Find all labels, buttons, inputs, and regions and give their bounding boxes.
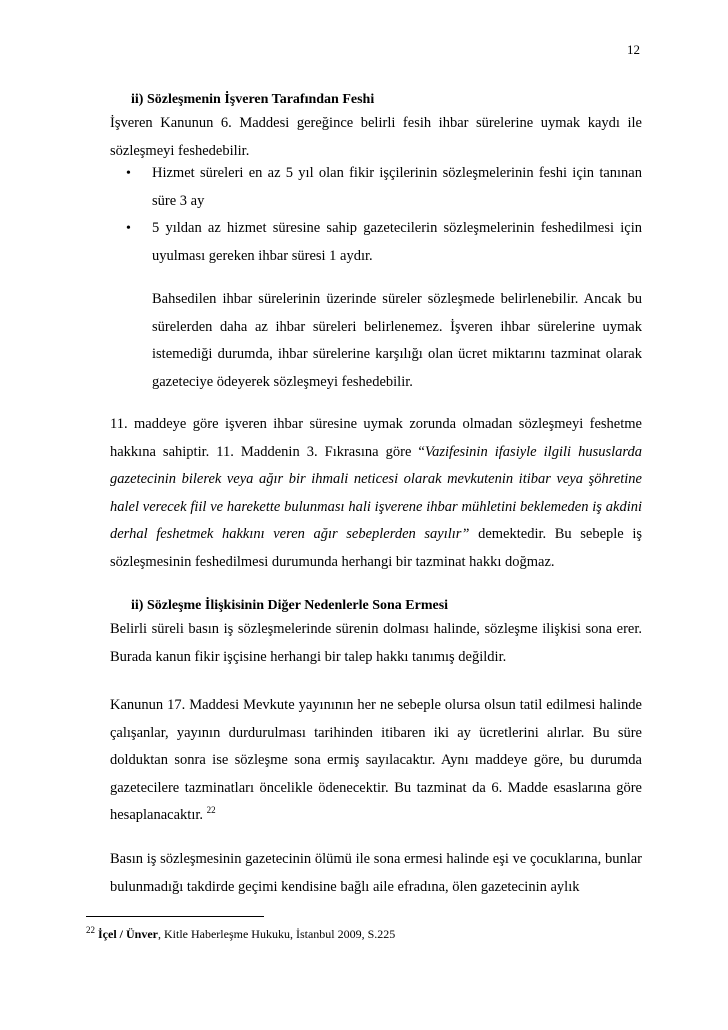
page-number: 12: [627, 42, 640, 57]
list-item: [110, 215, 642, 270]
article-11-quote: Vazifesinin ifasiyle ilgili hususlarda gazetecinin bilerek veya ağır bir ihmali neticesi olarak mevkutenin itibar veya şöhretine halel verecek fiil ve harekette bulunması hali işverene ihbar mühletini beklemeden iş akdini derhal feshetmek hakkını veren ağır sebeplerden sayılır”: [110, 443, 642, 542]
article-11-text-end: demektedir. Bu sebeple iş sözleşmesinin feshedilmesi durumunda herhangi bir tazminat hakkı doğmaz.: [110, 526, 642, 570]
paragraph-article-11: [110, 411, 642, 576]
bullet-icon: •: [126, 221, 131, 236]
paragraph-intro: İşveren Kanunun 6. Maddesi gereğince belirli fesih ihbar sürelerine uymak kaydı ile sözleşmeyi feshedebilir.: [110, 115, 642, 159]
list-item-text: 5 yıldan az hizmet süresine sahip gazetecilerin sözleşmelerinin feshedilmesi için uyulması gereken ihbar süresi 1 aydır.: [152, 220, 642, 264]
article-17-text: Kanunun 17. Maddesi Mevkute yayınının her ne sebeple olursa olsun tatil edilmesi halinde çalışanlar, yayının durdurulması tarihinden itibaren iki ay ücretlerini alırlar. Bu süre dolduktan sonra ise sözleşme sona ermiş sayılacaktır. Aynı maddeye göre, bu durumda gazetecilere tazminatları öncelikle ödenecektir. Bu tazminat da 6. Madde esaslarına göre hesaplanacaktır.: [110, 697, 642, 823]
paragraph-after-bullets: Bahsedilen ihbar sürelerinin üzerinde süreler sözleşmede belirlenebilir. Ancak bu sürelerden daha az ihbar süreleri belirlenemez. İşveren ihbar sürelerine uymak istemediği durumda, ihbar sürelerine karşılığı olan ücret miktarını tazminat olarak gazeteciye ödeyerek sözleşmeyi feshedebilir.: [152, 291, 642, 390]
footnote-divider: [86, 916, 264, 917]
list-item: [110, 160, 642, 215]
paragraph-article-17: [110, 692, 642, 830]
footnote: [86, 927, 395, 942]
section-heading-employer-termination: ii) Sözleşmenin İşveren Tarafından Feshi: [131, 92, 375, 107]
list-item-text: Hizmet süreleri en az 5 yıl olan fikir işçilerinin sözleşmelerinin feshi için tanınan süre 3 ay: [152, 165, 642, 209]
bullet-list: [110, 160, 642, 270]
paragraph-fixed-term: Belirli süreli basın iş sözleşmelerinde sürenin dolması halinde, sözleşme ilişkisi sona erer. Burada kanun fikir işçisine herhangi bir talep hakkı tanımış değildir.: [110, 621, 642, 665]
article-11-text-start: 11. maddeye göre işveren ihbar süresine uymak zorunda olmadan sözleşmeyi feshetme hakkına sahiptir. 11. Maddenin 3. Fıkrasına göre “: [110, 416, 642, 460]
section-heading-other-reasons: ii) Sözleşme İlişkisinin Diğer Nedenlerle Sona Ermesi: [131, 598, 449, 613]
footnote-number: 22: [86, 925, 95, 935]
paragraph-death: Basın iş sözleşmesinin gazetecinin ölümü ile sona ermesi halinde eşi ve çocuklarına, bunlar bulunmadığı takdirde geçimi kendisine bağlı aile efradına, ölen gazetecinin aylık: [110, 851, 642, 895]
footnote-reference[interactable]: 22: [206, 805, 216, 816]
footnote-authors: İçel / Ünver: [98, 927, 158, 941]
footnote-text: , Kitle Haberleşme Hukuku, İstanbul 2009, S.225: [157, 927, 396, 941]
bullet-icon: •: [126, 166, 131, 181]
